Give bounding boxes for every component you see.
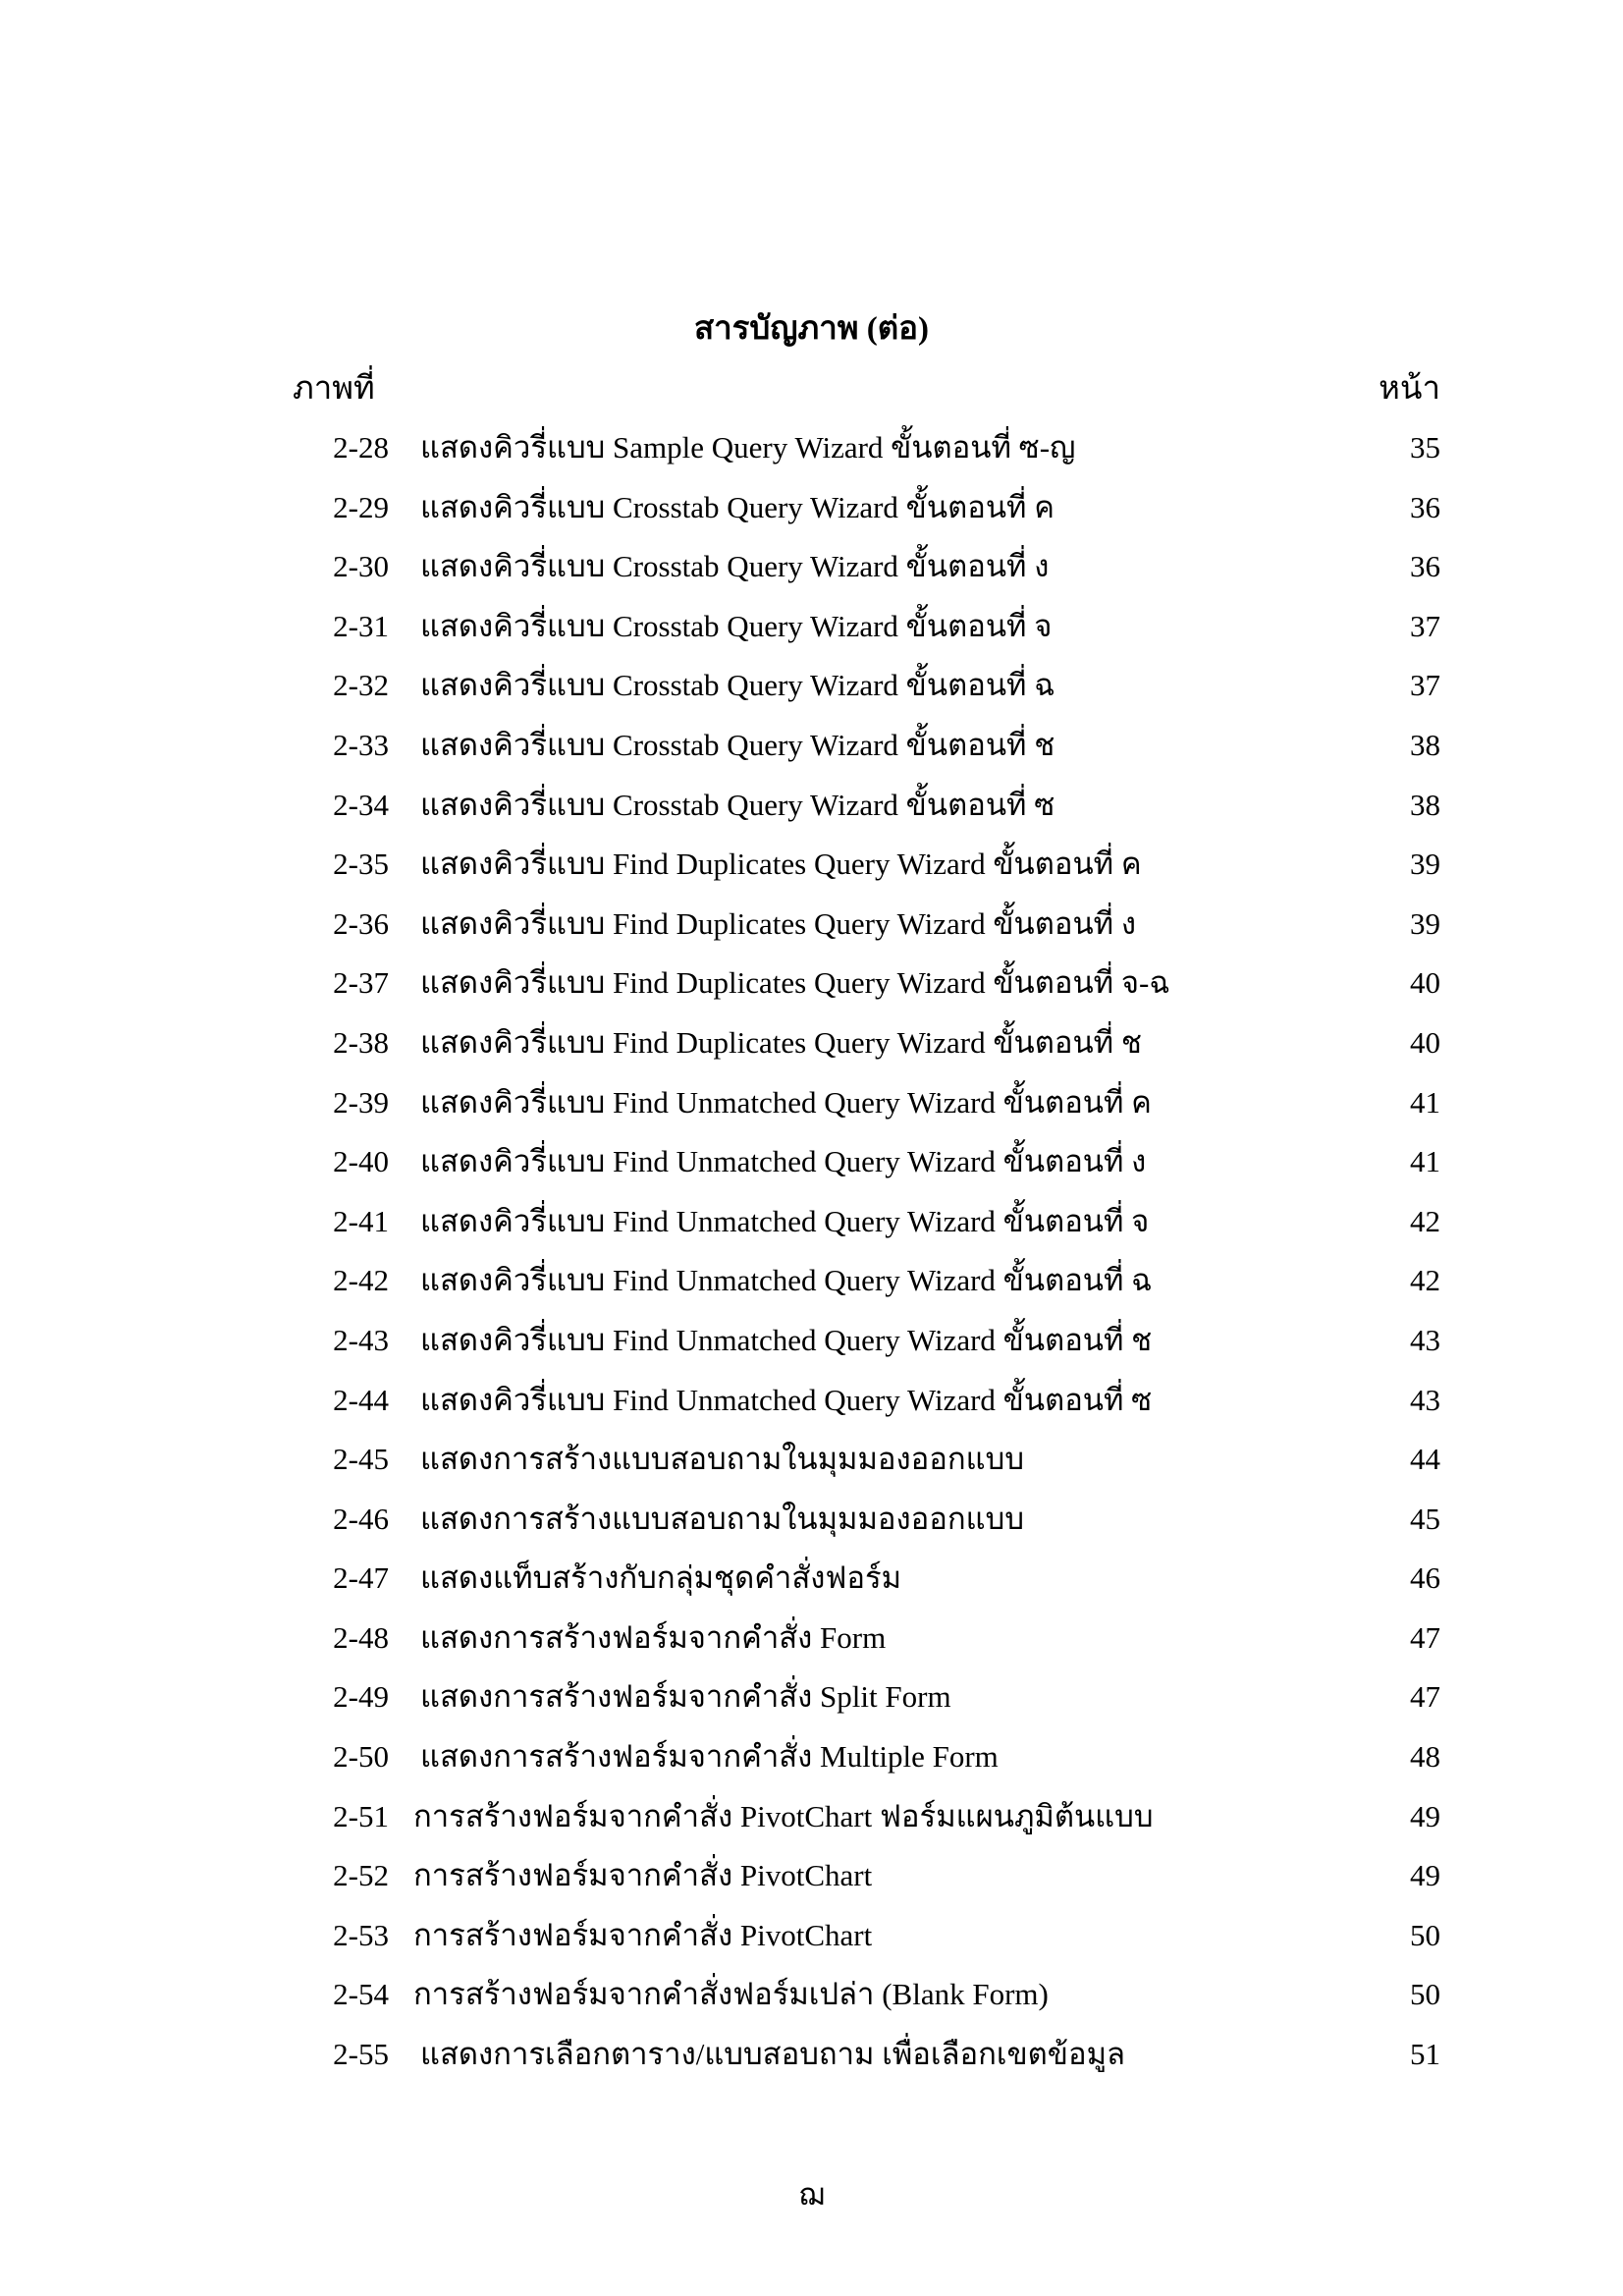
list-item (0, 664, 1623, 724)
figure-number: 2-39 (333, 1084, 389, 1120)
page-number: 40 (1410, 1024, 1440, 1060)
figure-title: แสดงคิวรี่แบบ Crosstab Query Wizard ขั้นตอนที่ ฉ (420, 668, 1055, 703)
list-item (0, 902, 1623, 962)
list-item (0, 1795, 1623, 1855)
figure-title: แสดงการสร้างฟอร์มจากคำสั่ง Form (420, 1619, 887, 1655)
page-number: 37 (1410, 668, 1440, 703)
figure-number: 2-33 (333, 727, 389, 762)
page-number: 36 (1410, 549, 1440, 584)
page-number: 38 (1410, 787, 1440, 822)
figure-list (0, 426, 1623, 2093)
page-number: 41 (1410, 1084, 1440, 1120)
figure-number: 2-43 (333, 1322, 389, 1357)
figure-number: 2-44 (333, 1382, 389, 1417)
list-item (0, 961, 1623, 1021)
figure-number: 2-31 (333, 608, 389, 643)
figure-title: แสดงคิวรี่แบบ Crosstab Query Wizard ขั้นตอนที่ จ (420, 608, 1053, 643)
page-number: 49 (1410, 1798, 1440, 1833)
figure-title: แสดงคิวรี่แบบ Find Duplicates Query Wizard ขั้นตอนที่ ค (420, 847, 1142, 882)
figure-title: แสดงการสร้างฟอร์มจากคำสั่ง Split Form (420, 1679, 951, 1715)
list-item (0, 1259, 1623, 1319)
list-item (0, 426, 1623, 486)
page-number: 43 (1410, 1322, 1440, 1357)
figure-title: แสดงคิวรี่แบบ Find Duplicates Query Wizard ขั้นตอนที่ ง (420, 905, 1136, 941)
figure-number: 2-36 (333, 905, 389, 941)
figure-number: 2-51 (333, 1798, 389, 1833)
figure-title: แสดงคิวรี่แบบ Find Duplicates Query Wizard ขั้นตอนที่ ช (420, 1024, 1142, 1060)
list-item (0, 784, 1623, 844)
figure-number: 2-55 (333, 2037, 389, 2072)
figure-number: 2-45 (333, 1442, 389, 1477)
page-number: 44 (1410, 1442, 1440, 1477)
figure-number: 2-28 (333, 430, 389, 465)
column-header-page: หน้า (1379, 371, 1440, 407)
figure-title: แสดงคิวรี่แบบ Find Unmatched Query Wizard ขั้นตอนที่ ค (420, 1084, 1152, 1120)
figure-number: 2-54 (333, 1977, 389, 2012)
page-number: 47 (1410, 1619, 1440, 1655)
page-number: 50 (1410, 1977, 1440, 2012)
figure-title: การสร้างฟอร์มจากคำสั่งฟอร์มเปล่า (Blank Form) (413, 1977, 1049, 2012)
figure-number: 2-53 (333, 1917, 389, 1952)
figure-title: แสดงแท็บสร้างกับกลุ่มชุดคำสั่งฟอร์ม (420, 1560, 902, 1596)
page-number: 45 (1410, 1501, 1440, 1536)
list-item (0, 1021, 1623, 1081)
list-item (0, 1675, 1623, 1735)
figure-number: 2-37 (333, 965, 389, 1001)
page-number: 39 (1410, 905, 1440, 941)
page-number: 40 (1410, 965, 1440, 1001)
figure-number: 2-42 (333, 1263, 389, 1298)
list-item (0, 1557, 1623, 1616)
figure-title: แสดงคิวรี่แบบ Find Unmatched Query Wizard ขั้นตอนที่ ซ (420, 1382, 1153, 1417)
page-number: 49 (1410, 1858, 1440, 1893)
figure-title: แสดงคิวรี่แบบ Crosstab Query Wizard ขั้นตอนที่ ง (420, 549, 1050, 584)
list-item (0, 1200, 1623, 1260)
page-number: 51 (1410, 2037, 1440, 2072)
figure-title: แสดงคิวรี่แบบ Sample Query Wizard ขั้นตอนที่ ซ-ญ (420, 430, 1076, 465)
page-number: 35 (1410, 430, 1440, 465)
page-number-footer: ฌ (798, 2177, 825, 2212)
figure-title: แสดงคิวรี่แบบ Find Unmatched Query Wizard ขั้นตอนที่ ช (420, 1322, 1153, 1357)
page-number: 47 (1410, 1679, 1440, 1715)
page-number: 43 (1410, 1382, 1440, 1417)
page-number: 39 (1410, 847, 1440, 882)
figure-number: 2-30 (333, 549, 389, 584)
figure-number: 2-50 (333, 1739, 389, 1775)
list-item (0, 486, 1623, 546)
list-item (0, 1973, 1623, 2033)
figure-number: 2-38 (333, 1024, 389, 1060)
list-item (0, 724, 1623, 784)
figure-title: แสดงคิวรี่แบบ Find Unmatched Query Wizard ขั้นตอนที่ ฉ (420, 1263, 1153, 1298)
figure-title: การสร้างฟอร์มจากคำสั่ง PivotChart (413, 1917, 873, 1952)
figure-number: 2-47 (333, 1560, 389, 1596)
figure-title: แสดงการสร้างแบบสอบถามในมุมมองออกแบบ (420, 1442, 1025, 1477)
list-item (0, 1081, 1623, 1141)
figure-number: 2-48 (333, 1619, 389, 1655)
figure-number: 2-35 (333, 847, 389, 882)
list-item (0, 843, 1623, 902)
list-item (0, 1735, 1623, 1795)
figure-title: แสดงคิวรี่แบบ Find Unmatched Query Wizard ขั้นตอนที่ จ (420, 1203, 1150, 1238)
page-number: 36 (1410, 489, 1440, 524)
page-number: 37 (1410, 608, 1440, 643)
page-number: 42 (1410, 1263, 1440, 1298)
list-item (0, 1140, 1623, 1200)
figure-number: 2-34 (333, 787, 389, 822)
page-number: 41 (1410, 1144, 1440, 1179)
figure-title: แสดงคิวรี่แบบ Crosstab Query Wizard ขั้นตอนที่ ช (420, 727, 1055, 762)
figure-title: แสดงคิวรี่แบบ Find Unmatched Query Wizard ขั้นตอนที่ ง (420, 1144, 1147, 1179)
page-title: สารบัญภาพ (ต่อ) (694, 311, 929, 347)
list-item (0, 545, 1623, 605)
list-item (0, 1498, 1623, 1558)
page-number: 38 (1410, 727, 1440, 762)
figure-title: แสดงคิวรี่แบบ Crosstab Query Wizard ขั้นตอนที่ ค (420, 489, 1055, 524)
page-number: 42 (1410, 1203, 1440, 1238)
list-item (0, 2033, 1623, 2093)
figure-title: การสร้างฟอร์มจากคำสั่ง PivotChart (413, 1858, 873, 1893)
list-item (0, 1914, 1623, 1974)
list-item (0, 1854, 1623, 1914)
figure-title: แสดงการสร้างฟอร์มจากคำสั่ง Multiple Form (420, 1739, 999, 1775)
column-header-figure: ภาพที่ (293, 371, 375, 407)
figure-number: 2-29 (333, 489, 389, 524)
figure-number: 2-32 (333, 668, 389, 703)
list-item (0, 1319, 1623, 1379)
figure-number: 2-49 (333, 1679, 389, 1715)
figure-title: แสดงคิวรี่แบบ Crosstab Query Wizard ขั้นตอนที่ ซ (420, 787, 1055, 822)
list-item (0, 1616, 1623, 1676)
page-number: 50 (1410, 1917, 1440, 1952)
page-number: 48 (1410, 1739, 1440, 1775)
figure-number: 2-41 (333, 1203, 389, 1238)
figure-number: 2-52 (333, 1858, 389, 1893)
list-item (0, 1438, 1623, 1498)
page-number: 46 (1410, 1560, 1440, 1596)
figure-number: 2-40 (333, 1144, 389, 1179)
figure-number: 2-46 (333, 1501, 389, 1536)
list-item (0, 1379, 1623, 1439)
list-item (0, 605, 1623, 665)
figure-title: แสดงการเลือกตาราง/แบบสอบถาม เพื่อเลือกเขตข้อมูล (420, 2037, 1126, 2072)
figure-title: แสดงคิวรี่แบบ Find Duplicates Query Wizard ขั้นตอนที่ จ-ฉ (420, 965, 1170, 1001)
figure-title: แสดงการสร้างแบบสอบถามในมุมมองออกแบบ (420, 1501, 1025, 1536)
figure-title: การสร้างฟอร์มจากคำสั่ง PivotChart ฟอร์มแผนภูมิต้นแบบ (413, 1798, 1154, 1833)
